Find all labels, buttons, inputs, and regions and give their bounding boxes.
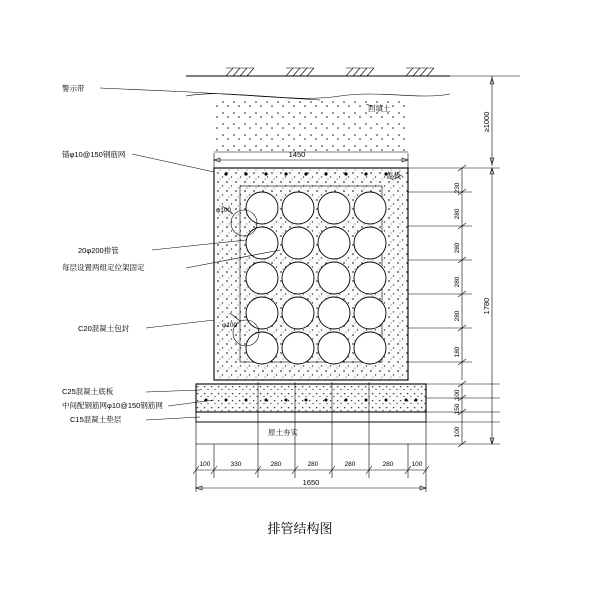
pipe-dia-upper-label: φ100 (216, 207, 232, 214)
dim-right-lower-1: 150 (454, 403, 461, 415)
label-rebar-note: 中间配钢筋网φ10@150钢筋网 (62, 401, 163, 410)
dim-right-seg-1: 280 (454, 208, 461, 220)
dimension-top-1450 (214, 150, 408, 170)
label-c20-encase: C20混凝土包封 (78, 324, 130, 333)
dim-bottom-seg-6: 100 (411, 461, 423, 468)
dim-bottom-seg-0: 100 (199, 461, 211, 468)
c25-base-slab-shape (196, 384, 426, 412)
pipe-dia-lower-label: φ100 (222, 322, 238, 329)
native-soil-label: 原土夯实 (268, 428, 298, 437)
dim-cover-depth: ≥1000 (482, 111, 491, 133)
dim-bottom-seg-4: 280 (344, 461, 356, 468)
ground-surface (186, 68, 450, 76)
drawing-title: 排管结构图 (267, 521, 333, 536)
backfill-zone (186, 94, 450, 152)
dim-bottom-total: 1650 (302, 478, 320, 487)
label-c25-base-slab: C25混凝土底板 (62, 387, 114, 396)
label-backfill: 回填土 (368, 104, 391, 113)
c15-cushion-layer (196, 412, 426, 444)
dim-right-seg-5: 180 (454, 346, 461, 358)
dim-right-total: 1780 (482, 297, 491, 315)
label-top-cover: 盖板 (386, 171, 401, 180)
dim-bottom-seg-2: 280 (270, 461, 282, 468)
label-pipe-count: 20φ200排管 (78, 246, 119, 255)
dim-right-lower-0: 100 (454, 389, 461, 401)
dim-bottom-seg-3: 280 (307, 461, 319, 468)
dim-right-seg-2: 280 (454, 242, 461, 254)
label-steel-mesh: 锚φ10@150钢筋网 (62, 150, 126, 159)
dim-right-lower-2: 100 (454, 426, 461, 438)
dim-bottom-seg-1: 330 (230, 461, 242, 468)
label-c15-cushion: C15混凝土垫层 (70, 415, 122, 424)
dim-top-width: 1450 (288, 150, 306, 159)
dim-bottom-seg-5: 280 (382, 461, 394, 468)
label-bracket-note: 每层设置两组定位架固定 (62, 263, 145, 272)
left-label-group (62, 83, 163, 424)
dim-right-seg-3: 280 (454, 276, 461, 288)
dim-right-seg-4: 280 (454, 310, 461, 322)
dim-right-seg-0: 230 (454, 182, 461, 194)
label-warning-tape: 警示带 (62, 84, 85, 93)
